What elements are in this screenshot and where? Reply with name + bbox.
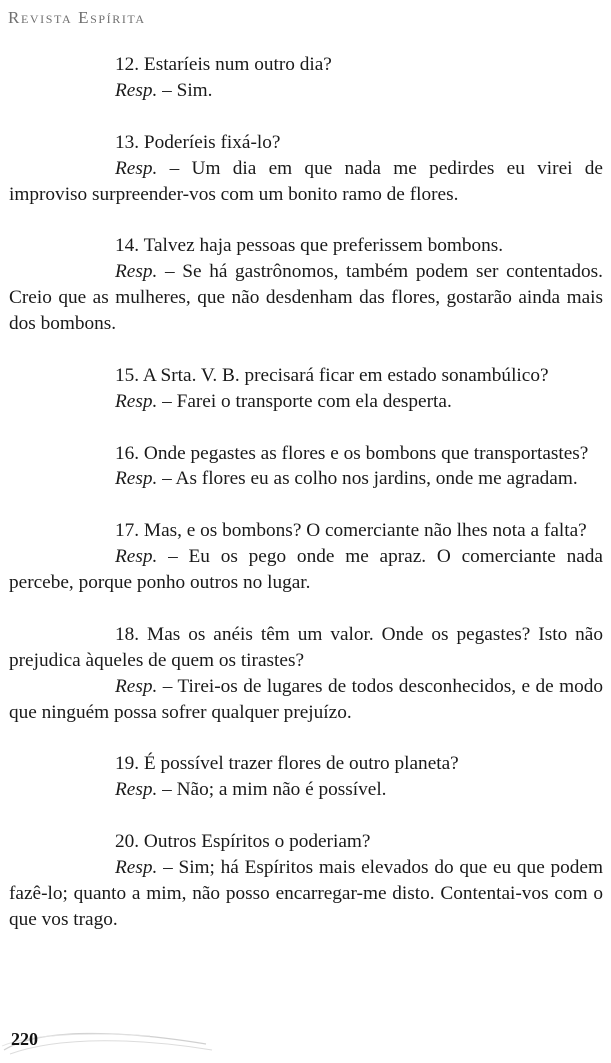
question: 12. Estaríeis num outro dia?: [115, 54, 332, 75]
qa-item-17: [9, 518, 603, 596]
answer: [9, 389, 603, 415]
resp-label: Resp.: [115, 261, 158, 283]
resp-label: Resp.: [115, 390, 158, 412]
resp-label: Resp.: [115, 779, 158, 801]
qa-item-12: [9, 52, 603, 104]
qa-item-15: [9, 363, 603, 415]
resp-text: – Tirei-os de lugares de todos desconhecidos, e de modo que ninguém possa sofrer qualquer prejuízo.: [9, 675, 603, 723]
answer: [9, 466, 603, 492]
resp-text: – Um dia em que nada me pedirdes eu virei de improviso surpreender-vos com um bonito ramo de flores.: [9, 157, 603, 205]
resp-label: Resp.: [115, 79, 158, 101]
qa-item-16: [9, 441, 603, 493]
answer: [9, 78, 603, 104]
question: 17. Mas, e os bombons? O comerciante não lhes nota a falta?: [115, 520, 587, 542]
question: 14. Talvez haja pessoas que preferissem bombons.: [115, 235, 504, 257]
resp-text: – Não; a mim não é possível.: [157, 779, 387, 801]
qa-item-20: [9, 829, 603, 933]
answer: [9, 544, 603, 596]
qa-item-18: [9, 622, 603, 726]
answer: [9, 156, 603, 208]
question: 20. Outros Espíritos o poderiam?: [115, 831, 371, 853]
answer: [9, 777, 603, 803]
question: 19. É possível trazer flores de outro planeta?: [115, 753, 459, 775]
question: 18. Mas os anéis têm um valor. Onde os pegastes? Isto não prejudica àqueles de quem os tirastes?: [9, 623, 603, 671]
answer: [9, 674, 603, 726]
answer: [9, 855, 603, 933]
resp-text: – Se há gastrônomos, também podem ser contentados. Creio que as mulheres, que não desdenham das flores, gostarão ainda mais dos bombons.: [9, 261, 603, 335]
resp-text: – Sim; há Espíritos mais elevados do que eu que podem fazê-lo; quanto a mim, não posso encarregar-me disto. Contentai-vos com o que vos trago.: [9, 856, 603, 930]
qa-item-19: [9, 751, 603, 803]
resp-label: Resp.: [115, 468, 158, 490]
resp-text: – Farei o transporte com ela desperta.: [157, 390, 452, 412]
qa-item-13: [9, 130, 603, 208]
resp-text: – Eu os pego onde me apraz. O comerciante nada percebe, porque ponho outros no lugar.: [9, 546, 603, 594]
question: 15. A Srta. V. B. precisará ficar em estado sonambúlico?: [115, 364, 549, 386]
page-number: 220: [11, 1029, 38, 1049]
resp-label: Resp.: [115, 856, 158, 878]
resp-label: Resp.: [115, 157, 158, 179]
resp-text: – As flores eu as colho nos jardins, onde me agradam.: [157, 468, 578, 490]
question: 16. Onde pegastes as flores e os bombons que transportastes?: [115, 442, 589, 464]
page-body: [9, 52, 603, 959]
resp-label: Resp.: [115, 546, 158, 568]
qa-item-14: [9, 233, 603, 337]
resp-text: – Sim.: [157, 79, 213, 101]
answer: [9, 259, 603, 337]
question: 13. Poderíeis fixá-lo?: [115, 131, 281, 153]
resp-label: Resp.: [115, 675, 158, 697]
running-head: Revista Espírita: [8, 8, 146, 27]
